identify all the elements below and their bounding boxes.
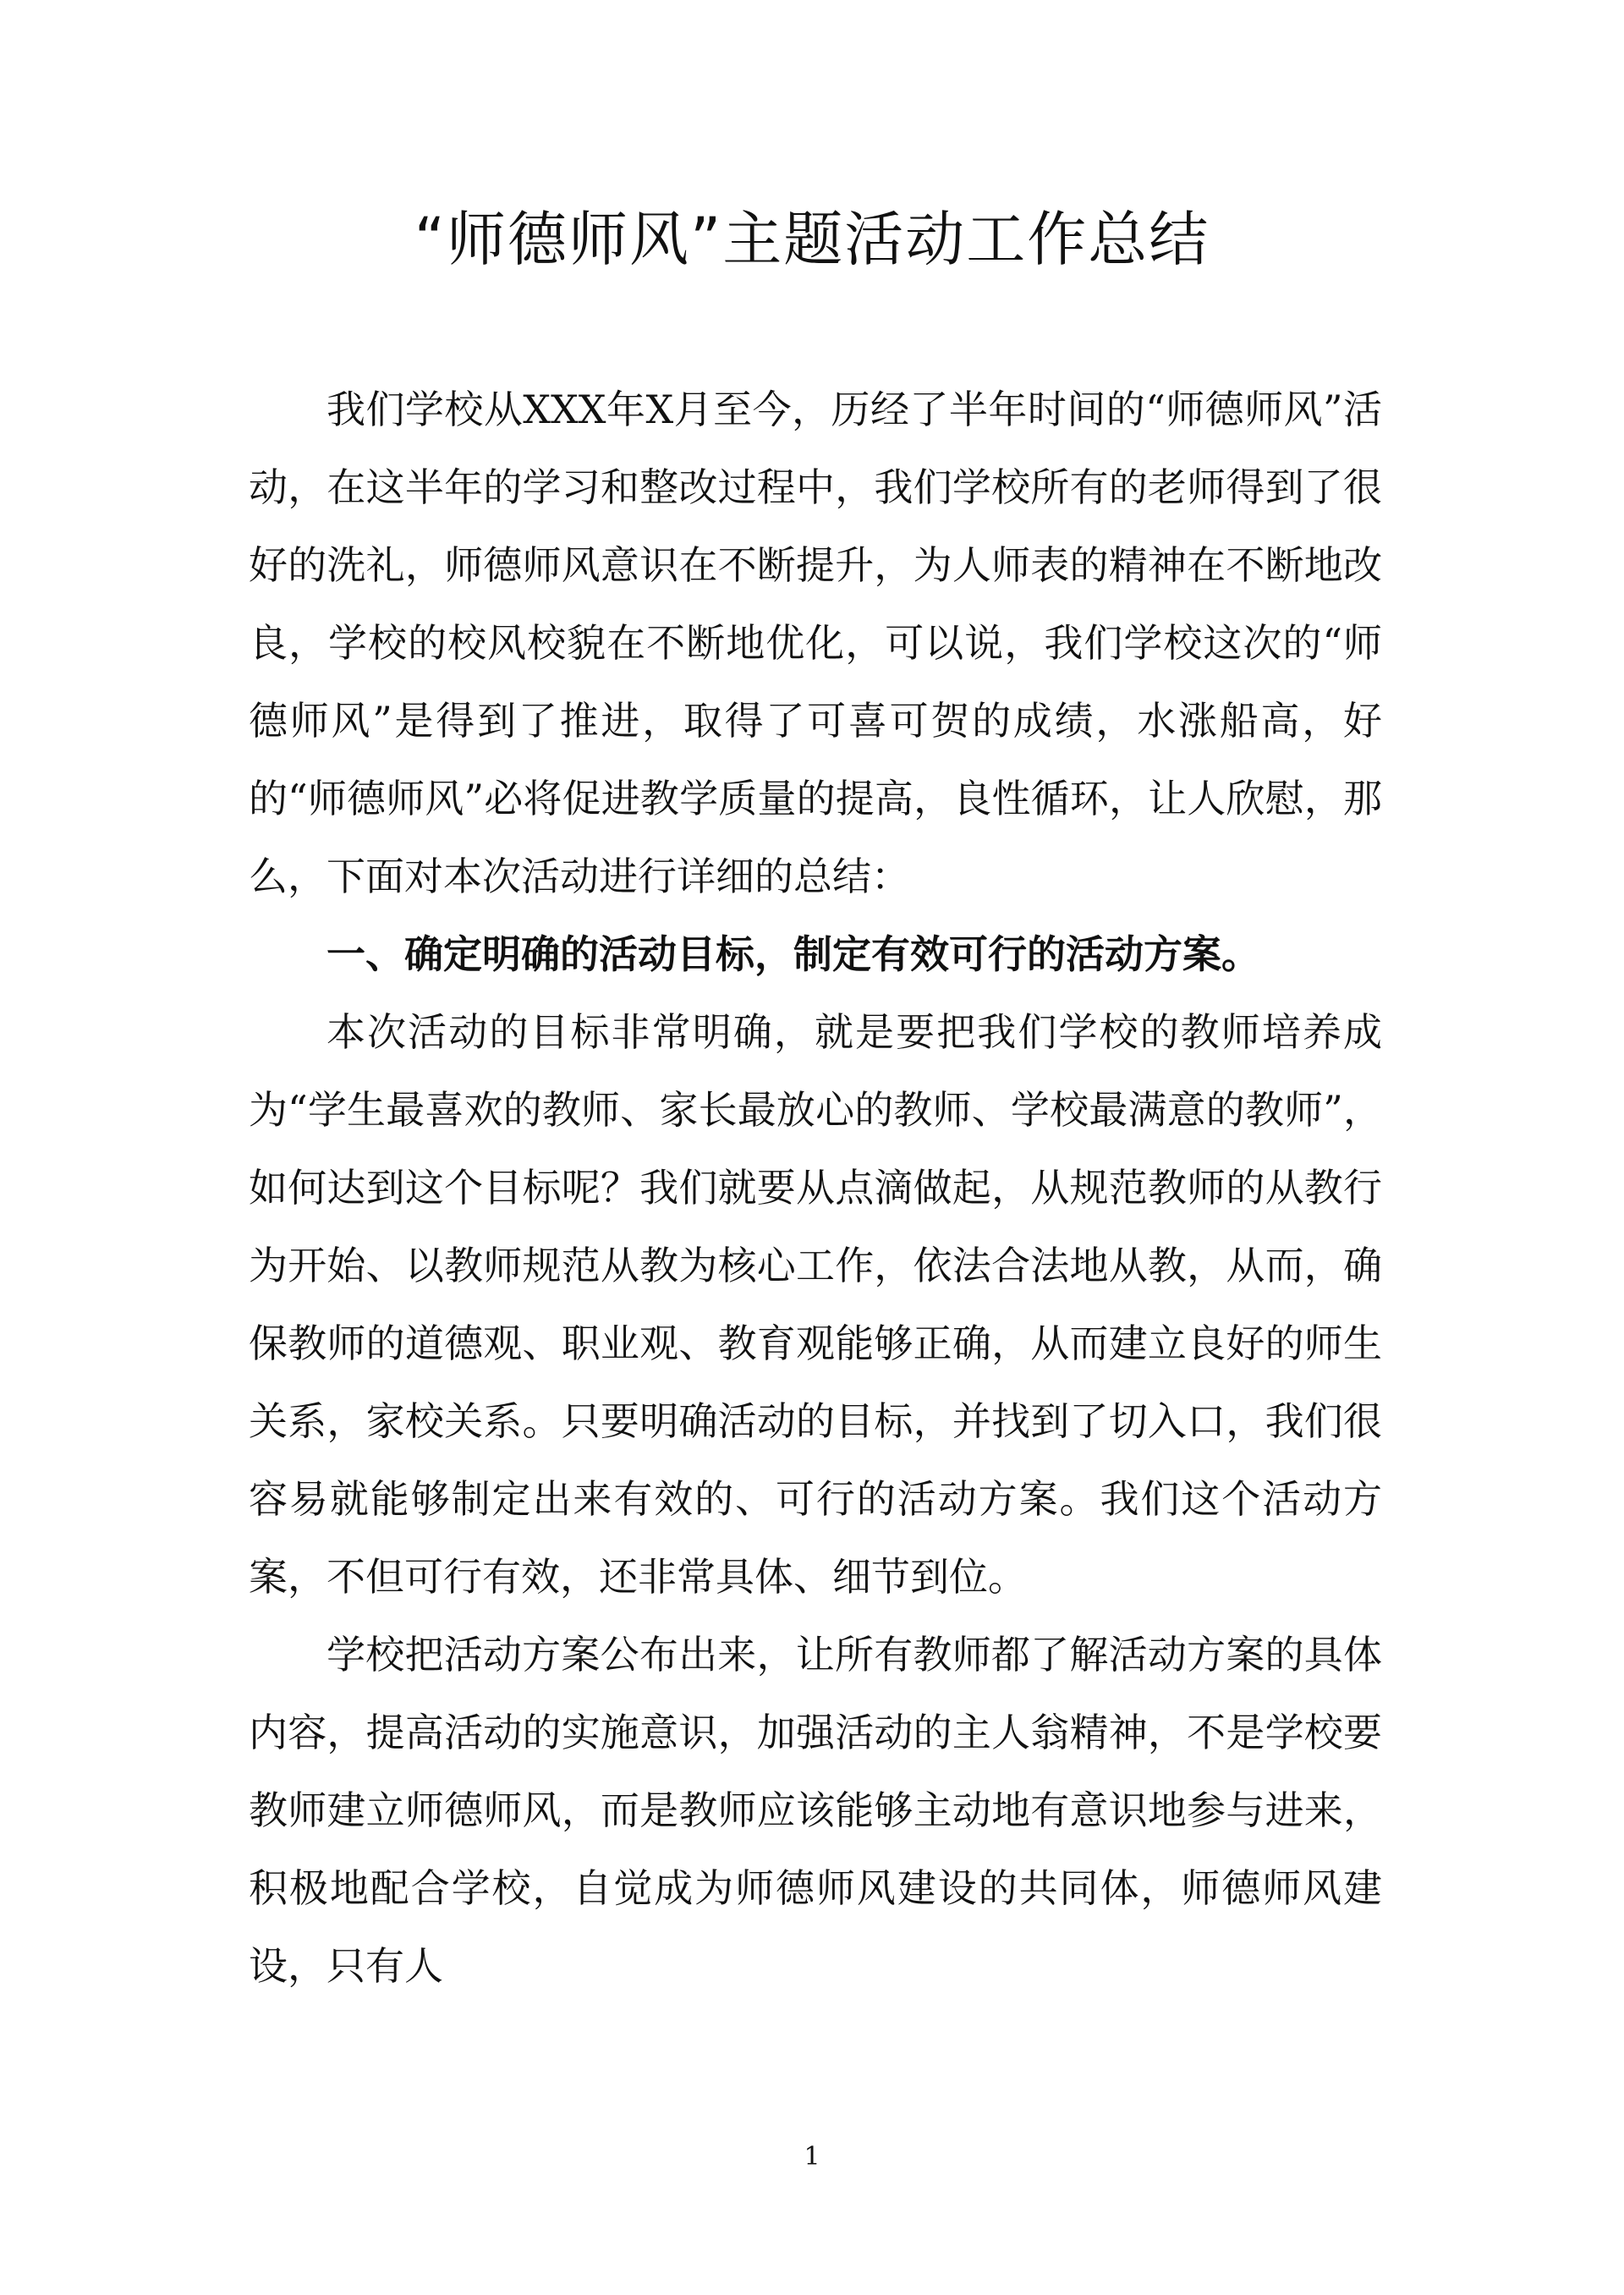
section-paragraph-goal: 本次活动的目标非常明确，就是要把我们学校的教师培养成为“学生最喜欢的教师、家长最放心的教师、学校最满意的教师”，如何达到这个目标呢？我们就要从点滴做起，从规范教师的从教行为开始、以教师规范从教为核心工作，依法合法地从教，从而，确保教师的道德观、职业观、教育观能够正确，从而建立良好的师生关系，家校关系。只要明确活动的目标，并找到了切入口，我们很容易就能够制定出来有效的、可行的活动方案。我们这个活动方案，不但可行有效，还非常具体、细节到位。: [249, 1009, 1382, 1600]
intro-paragraph: 我们学校从XXX年X月至今，历经了半年时间的“师德师风”活动，在这半年的学习和整改过程中，我们学校所有的老师得到了很好的洗礼，师德师风意识在不断提升，为人师表的精神在不断地改良，学校的校风校貌在不断地优化，可以说，我们学校这次的“师德师风”是得到了推进，取得了可喜可贺的成绩，水涨船高，好的“师德师风”必将促进教学质量的提高，良性循环，让人欣慰，那么，下面对本次活动进行详细的总结：: [249, 387, 1382, 899]
section-paragraph-plan: 学校把活动方案公布出来，让所有教师都了解活动方案的具体内容，提高活动的实施意识，加强活动的主人翁精神，不是学校要教师建立师德师风，而是教师应该能够主动地有意识地参与进来，积极地配合学校，自觉成为师德师风建设的共同体，师德师风建设，只有人: [249, 1632, 1382, 1989]
page-number: 1: [804, 2142, 820, 2171]
document-title: “师德师风”主题活动工作总结: [414, 205, 1210, 274]
document-body: [249, 371, 1382, 2005]
section-heading: 一、确定明确的活动目标，制定有效可行的活动方案。: [326, 931, 1260, 977]
